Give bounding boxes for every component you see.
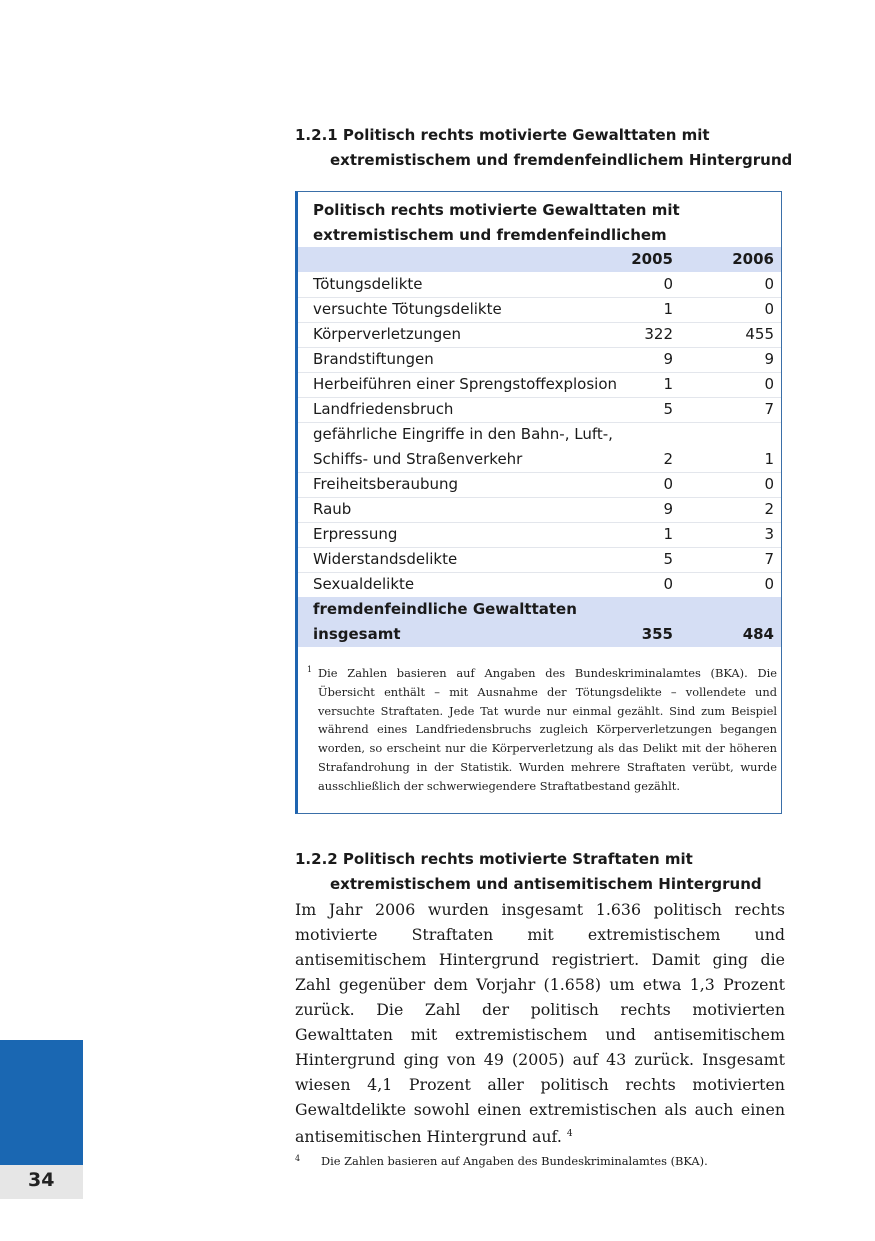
row-label: Erpressung [313,525,398,543]
section-heading-line1: 1.2.1 Politisch rechts motivierte Gewalttaten mit [295,126,710,144]
value-2006: 9 [764,350,774,368]
column-header-2005: 2005 [631,250,673,268]
total-2005: 355 [641,625,673,643]
table-title-line1: Politisch rechts motivierte Gewalttaten mit [313,201,680,219]
section-heading-line2: extremistischem und antisemitischem Hintergrund [330,875,762,893]
value-2006: 7 [764,550,774,568]
value-2006: 0 [764,300,774,318]
body-paragraph-text: Im Jahr 2006 wurden insgesamt 1.636 politisch rechts motivierte Straftaten mit extremistischem und antisemitischem Hintergrund registriert. Damit ging die Zahl gegenüber dem Vorjahr (1.658) um etwa 1,3 Prozent zurück. Die Zahl der politisch rechts motivierten Gewalttaten mit extremistischem und antisemitischem Hintergrund ging von 49 (2005) auf 43 zurück. Insgesamt wiesen 4,1 Prozent aller politisch rechts motivierten Gewaltdelikte sowohl einen extremistischen als auch einen antisemitischen Hintergrund auf. [295,900,785,1146]
chapter-color-tab [0,1040,83,1165]
table-footnote [307,664,777,796]
value-2005: 5 [663,400,673,418]
page-footnote [295,1152,785,1170]
row-label: Tötungsdelikte [313,275,423,293]
value-2006: 0 [764,475,774,493]
value-2005: 322 [644,325,673,343]
table-total-row-line1 [313,597,776,622]
row-label: Herbeiführen einer Sprengstoffexplosion [313,375,618,393]
table-footnote-text: Die Zahlen basieren auf Angaben des Bundeskriminalamtes (BKA). Die Übersicht enthält – mit Ausnahme der Tötungsdelikte – vollendete und versuchte Straftaten. Jede Tat wurde nur einmal gezählt. Sind zum Beispiel während eines Landfriedensbruchs zugleich Körperverletzungen begangen worden, so erscheint nur die Körperverletzung als das Delikt mit der höheren Strafandrohung in der Statistik. Wurden mehrere Straftaten verübt, wurde ausschließlich der schwerwiegendere Straftatbestand gezählt. [318,666,777,793]
value-2005: 1 [663,375,673,393]
value-2005: 0 [663,575,673,593]
row-label: Raub [313,500,352,518]
table-header-row [313,247,776,272]
row-label: Widerstandsdelikte [313,550,458,568]
value-2005: 0 [663,475,673,493]
section-heading-line1: 1.2.2 Politisch rechts motivierte Straftaten mit [295,850,693,868]
value-2006: 0 [764,275,774,293]
row-label: Sexualdelikte [313,575,415,593]
value-2005: 9 [663,350,673,368]
table-row [313,397,776,422]
table-row [313,272,776,297]
total-2006: 484 [742,625,774,643]
table-row-multiline-label-line1 [313,422,776,447]
value-2006: 0 [764,575,774,593]
table-row [313,472,776,497]
value-2005: 5 [663,550,673,568]
table-row [313,297,776,322]
row-label: Landfriedensbruch [313,400,454,418]
section-heading-1-2-1 [295,123,795,173]
page-footnote-mark: 4 [295,1154,301,1163]
value-2005: 1 [663,300,673,318]
value-2006: 2 [764,500,774,518]
page-number: 34 [28,1169,55,1191]
paragraph-footnote-mark: 4 [566,1129,573,1139]
value-2005: 1 [663,525,673,543]
table-row [313,322,776,347]
row-label: Körperverletzungen [313,325,462,343]
column-header-2006: 2006 [732,250,774,268]
section-heading-1-2-2 [295,847,795,897]
statistics-table-box [295,191,782,814]
total-label-line2: insgesamt [313,625,401,643]
body-paragraph [295,897,785,1149]
value-2006: 455 [745,325,774,343]
table-row [313,497,776,522]
table-row [313,447,776,472]
row-label: versuchte Tötungsdelikte [313,300,502,318]
value-2006: 7 [764,400,774,418]
table-row [313,572,776,597]
value-2005: 9 [663,500,673,518]
table-row [313,547,776,572]
value-2006: 3 [764,525,774,543]
value-2006: 0 [764,375,774,393]
table-total-row [313,622,776,647]
table-row [313,347,776,372]
row-label: Brandstiftungen [313,350,434,368]
value-2005: 0 [663,275,673,293]
row-label: Freiheitsberaubung [313,475,459,493]
table-title-line2: extremistischem und fremdenfeindlichem [313,223,783,276]
page-footnote-text: Die Zahlen basieren auf Angaben des Bundeskriminalamtes (BKA). [321,1154,708,1168]
table-row [313,522,776,547]
value-2006: 1 [764,450,774,468]
page-number-box [0,1165,83,1199]
total-label-line1: fremdenfeindliche Gewalttaten [313,600,577,618]
table-row [313,372,776,397]
section-heading-line2: extremistischem und fremdenfeindlichem Hintergrund [330,151,793,169]
row-label-line2: Schiffs- und Straßenverkehr [313,450,523,468]
table-footnote-mark: 1 [307,665,313,674]
value-2005: 2 [663,450,673,468]
row-label: gefährliche Eingriffe in den Bahn-, Luft-, [313,425,613,443]
